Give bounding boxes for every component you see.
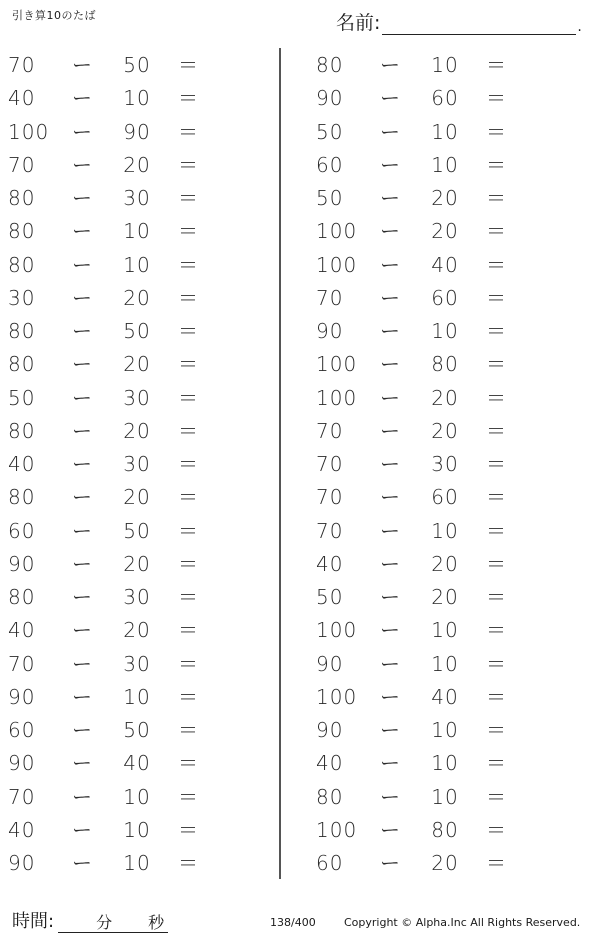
equals-sign: ＝ bbox=[486, 53, 507, 77]
minus-sign: ー bbox=[380, 418, 401, 443]
subtrahend: 10 bbox=[431, 518, 459, 543]
subtrahend: 40 bbox=[431, 252, 459, 277]
minuend: 80 bbox=[8, 186, 36, 210]
problem-row bbox=[308, 614, 598, 647]
time-line[interactable] bbox=[58, 910, 168, 933]
problem-row bbox=[0, 747, 290, 780]
minus-sign: ー bbox=[72, 418, 93, 443]
problem-row bbox=[0, 282, 290, 315]
minus-sign: ー bbox=[72, 518, 93, 543]
equals-sign: ＝ bbox=[178, 186, 199, 210]
subtrahend: 50 bbox=[123, 718, 151, 742]
minuend: 80 bbox=[8, 252, 36, 277]
problem-row bbox=[308, 415, 598, 448]
equals-sign: ＝ bbox=[486, 784, 507, 809]
problem-row bbox=[308, 282, 598, 315]
minus-sign: ー bbox=[72, 186, 93, 210]
subtrahend: 40 bbox=[431, 684, 459, 709]
minuend: 60 bbox=[8, 518, 36, 543]
minuend: 90 bbox=[316, 319, 344, 343]
equals-sign: ＝ bbox=[486, 385, 507, 410]
minus-sign: ー bbox=[72, 485, 93, 510]
problem-row bbox=[308, 481, 598, 514]
minuend: 90 bbox=[316, 651, 344, 676]
minuend: 50 bbox=[316, 119, 344, 144]
problem-row bbox=[0, 548, 290, 581]
copyright-text: Copyright © Alpha.Inc All Rights Reserved. bbox=[344, 916, 581, 929]
minus-sign: ー bbox=[380, 86, 401, 111]
minuend: 100 bbox=[316, 252, 358, 277]
problem-row bbox=[0, 714, 290, 747]
minus-sign: ー bbox=[72, 718, 93, 742]
minus-sign: ー bbox=[380, 851, 401, 875]
minus-sign: ー bbox=[72, 219, 93, 244]
minuend: 80 bbox=[8, 219, 36, 244]
minus-sign: ー bbox=[72, 285, 93, 310]
equals-sign: ＝ bbox=[486, 285, 507, 310]
minuend: 100 bbox=[316, 618, 358, 643]
subtrahend: 20 bbox=[431, 219, 459, 244]
problem-row bbox=[308, 747, 598, 780]
minus-sign: ー bbox=[380, 817, 401, 842]
equals-sign: ＝ bbox=[486, 86, 507, 111]
minuend: 90 bbox=[8, 684, 36, 709]
minuend: 70 bbox=[316, 418, 344, 443]
equals-sign: ＝ bbox=[178, 53, 199, 77]
minuend: 100 bbox=[316, 219, 358, 244]
minus-sign: ー bbox=[72, 252, 93, 277]
problem-row bbox=[0, 382, 290, 415]
problem-row bbox=[308, 382, 598, 415]
equals-sign: ＝ bbox=[486, 352, 507, 377]
minuend: 60 bbox=[316, 152, 344, 177]
problem-row bbox=[0, 515, 290, 548]
equals-sign: ＝ bbox=[486, 718, 507, 742]
equals-sign: ＝ bbox=[486, 817, 507, 842]
problem-row bbox=[0, 814, 290, 847]
minuend: 100 bbox=[316, 352, 358, 377]
subtrahend: 10 bbox=[431, 119, 459, 144]
minus-sign: ー bbox=[72, 851, 93, 875]
minus-sign: ー bbox=[72, 751, 93, 776]
equals-sign: ＝ bbox=[178, 551, 199, 576]
subtrahend: 10 bbox=[123, 817, 151, 842]
minus-sign: ー bbox=[72, 618, 93, 643]
left-problem-column bbox=[0, 49, 290, 880]
minuend: 40 bbox=[8, 452, 36, 476]
minus-sign: ー bbox=[380, 385, 401, 410]
equals-sign: ＝ bbox=[486, 518, 507, 543]
problem-row bbox=[0, 681, 290, 714]
subtrahend: 20 bbox=[431, 851, 459, 875]
minuend: 60 bbox=[316, 851, 344, 875]
minuend: 40 bbox=[8, 86, 36, 111]
subtrahend: 20 bbox=[123, 285, 151, 310]
equals-sign: ＝ bbox=[178, 851, 199, 875]
minus-sign: ー bbox=[380, 252, 401, 277]
problem-row bbox=[0, 448, 290, 481]
minus-sign: ー bbox=[380, 518, 401, 543]
minus-sign: ー bbox=[380, 551, 401, 576]
seconds-unit: 秒 bbox=[148, 913, 165, 932]
subtrahend: 20 bbox=[123, 152, 151, 177]
subtrahend: 10 bbox=[431, 319, 459, 343]
equals-sign: ＝ bbox=[486, 751, 507, 776]
minuend: 80 bbox=[8, 319, 36, 343]
subtrahend: 20 bbox=[431, 585, 459, 609]
equals-sign: ＝ bbox=[178, 86, 199, 111]
problem-row bbox=[308, 681, 598, 714]
minuend: 60 bbox=[8, 718, 36, 742]
minuend: 70 bbox=[316, 285, 344, 310]
minus-sign: ー bbox=[380, 651, 401, 676]
problem-row bbox=[308, 448, 598, 481]
minus-sign: ー bbox=[380, 751, 401, 776]
subtrahend: 20 bbox=[431, 385, 459, 410]
minus-sign: ー bbox=[72, 385, 93, 410]
problem-row bbox=[0, 116, 290, 149]
subtrahend: 10 bbox=[431, 53, 459, 77]
subtrahend: 10 bbox=[123, 86, 151, 111]
subtrahend: 60 bbox=[431, 285, 459, 310]
subtrahend: 10 bbox=[431, 152, 459, 177]
equals-sign: ＝ bbox=[486, 319, 507, 343]
subtrahend: 10 bbox=[123, 851, 151, 875]
minuend: 80 bbox=[316, 53, 344, 77]
equals-sign: ＝ bbox=[486, 585, 507, 609]
problem-row bbox=[308, 847, 598, 880]
problem-row bbox=[0, 415, 290, 448]
problem-row bbox=[0, 249, 290, 282]
subtrahend: 30 bbox=[123, 452, 151, 476]
problem-row bbox=[308, 215, 598, 248]
minus-sign: ー bbox=[380, 186, 401, 210]
equals-sign: ＝ bbox=[178, 651, 199, 676]
subtrahend: 10 bbox=[431, 718, 459, 742]
minus-sign: ー bbox=[380, 352, 401, 377]
equals-sign: ＝ bbox=[178, 684, 199, 709]
subtrahend: 10 bbox=[123, 219, 151, 244]
problem-row bbox=[308, 249, 598, 282]
problem-row bbox=[0, 614, 290, 647]
subtrahend: 20 bbox=[431, 186, 459, 210]
equals-sign: ＝ bbox=[178, 252, 199, 277]
minus-sign: ー bbox=[72, 319, 93, 343]
equals-sign: ＝ bbox=[486, 618, 507, 643]
problem-row bbox=[308, 714, 598, 747]
problem-row bbox=[0, 648, 290, 681]
minus-sign: ー bbox=[380, 784, 401, 809]
problem-row bbox=[0, 348, 290, 381]
subtrahend: 10 bbox=[431, 618, 459, 643]
time-label: 時間: bbox=[12, 911, 55, 932]
subtrahend: 10 bbox=[123, 684, 151, 709]
subtrahend: 20 bbox=[123, 618, 151, 643]
equals-sign: ＝ bbox=[486, 485, 507, 510]
minus-sign: ー bbox=[72, 684, 93, 709]
minus-sign: ー bbox=[72, 817, 93, 842]
equals-sign: ＝ bbox=[178, 219, 199, 244]
minuend: 80 bbox=[8, 485, 36, 510]
minus-sign: ー bbox=[72, 352, 93, 377]
minus-sign: ー bbox=[380, 684, 401, 709]
subtrahend: 20 bbox=[123, 551, 151, 576]
equals-sign: ＝ bbox=[486, 418, 507, 443]
problem-row bbox=[0, 149, 290, 182]
minuend: 80 bbox=[8, 352, 36, 377]
minus-sign: ー bbox=[380, 618, 401, 643]
equals-sign: ＝ bbox=[178, 285, 199, 310]
problem-row bbox=[308, 348, 598, 381]
minus-sign: ー bbox=[380, 319, 401, 343]
time-field[interactable] bbox=[12, 907, 168, 933]
minuend: 80 bbox=[316, 784, 344, 809]
minus-sign: ー bbox=[72, 551, 93, 576]
equals-sign: ＝ bbox=[178, 718, 199, 742]
equals-sign: ＝ bbox=[178, 385, 199, 410]
equals-sign: ＝ bbox=[178, 751, 199, 776]
minus-sign: ー bbox=[380, 285, 401, 310]
problem-row bbox=[0, 315, 290, 348]
equals-sign: ＝ bbox=[178, 452, 199, 476]
minus-sign: ー bbox=[72, 152, 93, 177]
problem-row bbox=[308, 182, 598, 215]
subtrahend: 40 bbox=[123, 751, 151, 776]
problem-row bbox=[308, 781, 598, 814]
equals-sign: ＝ bbox=[486, 651, 507, 676]
problem-row bbox=[308, 548, 598, 581]
equals-sign: ＝ bbox=[486, 152, 507, 177]
subtrahend: 80 bbox=[431, 352, 459, 377]
name-dot: . bbox=[577, 19, 582, 35]
problem-row bbox=[0, 49, 290, 82]
equals-sign: ＝ bbox=[486, 851, 507, 875]
subtrahend: 30 bbox=[123, 585, 151, 609]
problem-row bbox=[308, 116, 598, 149]
subtrahend: 10 bbox=[123, 252, 151, 277]
problem-row bbox=[308, 149, 598, 182]
subtrahend: 20 bbox=[431, 418, 459, 443]
subtrahend: 20 bbox=[123, 485, 151, 510]
subtrahend: 30 bbox=[123, 186, 151, 210]
minus-sign: ー bbox=[380, 219, 401, 244]
equals-sign: ＝ bbox=[486, 119, 507, 144]
minuend: 100 bbox=[316, 817, 358, 842]
minuend: 50 bbox=[316, 186, 344, 210]
minuend: 70 bbox=[316, 485, 344, 510]
minus-sign: ー bbox=[72, 452, 93, 476]
problem-row bbox=[308, 82, 598, 115]
name-label: 名前: bbox=[336, 12, 381, 34]
name-field[interactable] bbox=[336, 8, 582, 35]
problem-row bbox=[308, 315, 598, 348]
name-line[interactable] bbox=[382, 14, 576, 35]
minus-sign: ー bbox=[380, 452, 401, 476]
subtrahend: 20 bbox=[123, 352, 151, 377]
minus-sign: ー bbox=[380, 119, 401, 144]
problem-row bbox=[308, 581, 598, 614]
minuend: 50 bbox=[8, 385, 36, 410]
equals-sign: ＝ bbox=[178, 784, 199, 809]
problem-row bbox=[308, 648, 598, 681]
minuend: 90 bbox=[316, 718, 344, 742]
problem-row bbox=[0, 82, 290, 115]
minuend: 70 bbox=[316, 518, 344, 543]
minus-sign: ー bbox=[72, 784, 93, 809]
minuend: 70 bbox=[8, 53, 36, 77]
subtrahend: 20 bbox=[123, 418, 151, 443]
equals-sign: ＝ bbox=[178, 119, 199, 144]
minus-sign: ー bbox=[380, 585, 401, 609]
subtrahend: 60 bbox=[431, 86, 459, 111]
minuend: 70 bbox=[8, 152, 36, 177]
equals-sign: ＝ bbox=[486, 219, 507, 244]
minus-sign: ー bbox=[380, 718, 401, 742]
problem-row bbox=[0, 481, 290, 514]
minuend: 90 bbox=[316, 86, 344, 111]
problem-row bbox=[0, 182, 290, 215]
minuend: 70 bbox=[316, 452, 344, 476]
minuend: 40 bbox=[8, 618, 36, 643]
equals-sign: ＝ bbox=[178, 585, 199, 609]
problem-row bbox=[308, 814, 598, 847]
subtrahend: 10 bbox=[431, 651, 459, 676]
minuend: 100 bbox=[8, 119, 50, 144]
subtrahend: 30 bbox=[123, 651, 151, 676]
problem-row bbox=[0, 781, 290, 814]
subtrahend: 10 bbox=[431, 784, 459, 809]
problem-row bbox=[0, 215, 290, 248]
minuend: 40 bbox=[316, 751, 344, 776]
minuend: 70 bbox=[8, 651, 36, 676]
minus-sign: ー bbox=[380, 53, 401, 77]
page-counter: 138/400 bbox=[270, 916, 316, 929]
equals-sign: ＝ bbox=[486, 684, 507, 709]
subtrahend: 50 bbox=[123, 518, 151, 543]
minuend: 90 bbox=[8, 751, 36, 776]
minutes-unit: 分 bbox=[96, 913, 113, 932]
minuend: 50 bbox=[316, 585, 344, 609]
minuend: 40 bbox=[8, 817, 36, 842]
equals-sign: ＝ bbox=[178, 618, 199, 643]
equals-sign: ＝ bbox=[486, 452, 507, 476]
subtrahend: 50 bbox=[123, 319, 151, 343]
subtrahend: 20 bbox=[431, 551, 459, 576]
equals-sign: ＝ bbox=[178, 319, 199, 343]
subtrahend: 50 bbox=[123, 53, 151, 77]
minus-sign: ー bbox=[72, 53, 93, 77]
subtrahend: 10 bbox=[123, 784, 151, 809]
worksheet-title: 引き算10のたば bbox=[12, 9, 96, 22]
problem-row bbox=[308, 515, 598, 548]
minuend: 40 bbox=[316, 551, 344, 576]
equals-sign: ＝ bbox=[486, 252, 507, 277]
minuend: 90 bbox=[8, 551, 36, 576]
minuend: 70 bbox=[8, 784, 36, 809]
right-problem-column bbox=[308, 49, 598, 880]
equals-sign: ＝ bbox=[178, 817, 199, 842]
subtrahend: 80 bbox=[431, 817, 459, 842]
equals-sign: ＝ bbox=[178, 152, 199, 177]
subtrahend: 60 bbox=[431, 485, 459, 510]
column-divider bbox=[279, 48, 281, 879]
equals-sign: ＝ bbox=[486, 551, 507, 576]
minus-sign: ー bbox=[72, 86, 93, 111]
minuend: 80 bbox=[8, 585, 36, 609]
subtrahend: 30 bbox=[123, 385, 151, 410]
minuend: 30 bbox=[8, 285, 36, 310]
minus-sign: ー bbox=[72, 119, 93, 144]
minus-sign: ー bbox=[72, 651, 93, 676]
subtrahend: 30 bbox=[431, 452, 459, 476]
minus-sign: ー bbox=[72, 585, 93, 609]
minus-sign: ー bbox=[380, 152, 401, 177]
minuend: 100 bbox=[316, 684, 358, 709]
equals-sign: ＝ bbox=[178, 418, 199, 443]
minuend: 90 bbox=[8, 851, 36, 875]
minus-sign: ー bbox=[380, 485, 401, 510]
problem-row bbox=[308, 49, 598, 82]
equals-sign: ＝ bbox=[178, 352, 199, 377]
problem-row bbox=[0, 581, 290, 614]
problem-row bbox=[0, 847, 290, 880]
minuend: 80 bbox=[8, 418, 36, 443]
equals-sign: ＝ bbox=[178, 518, 199, 543]
subtrahend: 90 bbox=[123, 119, 151, 144]
minuend: 100 bbox=[316, 385, 358, 410]
subtrahend: 10 bbox=[431, 751, 459, 776]
equals-sign: ＝ bbox=[178, 485, 199, 510]
equals-sign: ＝ bbox=[486, 186, 507, 210]
